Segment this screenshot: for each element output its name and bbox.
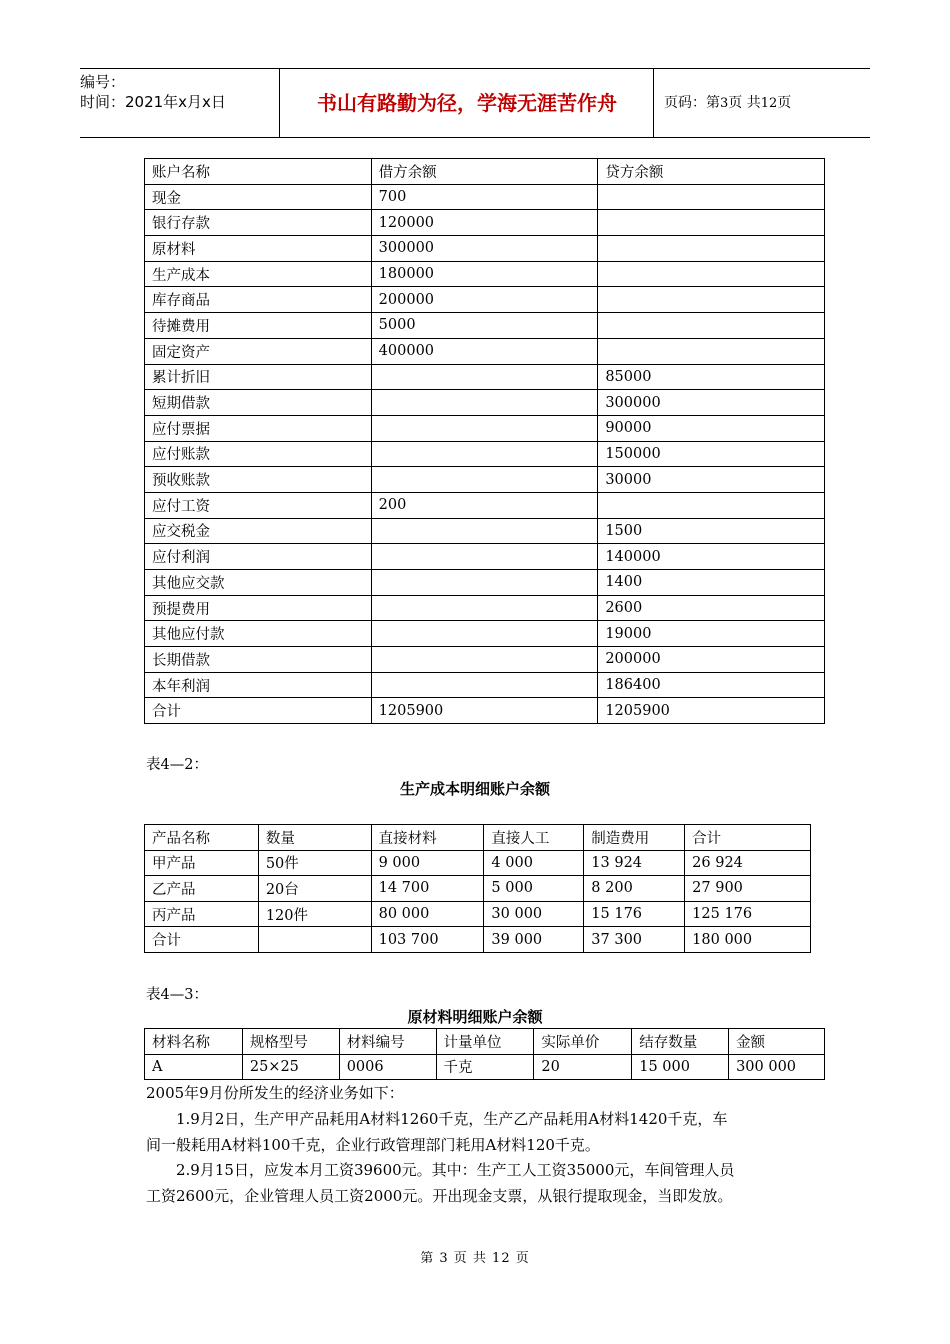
header-meta	[80, 69, 280, 137]
table-cell: 140000	[598, 544, 825, 570]
table-cell: 30000	[598, 467, 825, 493]
intro-text: 2005年9月份所发生的经济业务如下：	[146, 1084, 404, 1102]
table-cell: 20台	[258, 876, 371, 902]
table-cell: 186400	[598, 672, 825, 698]
table-row	[145, 313, 825, 339]
table-cell	[371, 467, 598, 493]
table-cell: 其他应交款	[145, 570, 372, 596]
table-cell	[371, 672, 598, 698]
item2-line1: 2.9月15日，应发本月工资39600元。其中：生产工人工资35000元，车间管理人员	[176, 1161, 735, 1179]
table-cell: 14 700	[371, 876, 484, 902]
table-cell: 应付利润	[145, 544, 372, 570]
table-cell: 300000	[598, 390, 825, 416]
header-cell: 制造费用	[584, 825, 685, 851]
page-prefix: 页码：第	[664, 95, 720, 111]
table-row	[145, 647, 825, 673]
table-row	[145, 544, 825, 570]
table-cell	[371, 595, 598, 621]
table-cell: 27 900	[685, 876, 811, 902]
header-cell: 材料编号	[339, 1029, 436, 1055]
table-cell: 85000	[598, 364, 825, 390]
table-cell: 应付工资	[145, 492, 372, 518]
table-row	[145, 467, 825, 493]
table2-label: 表4—2：	[146, 757, 208, 773]
table-row	[145, 492, 825, 518]
table-cell: 现金	[145, 184, 372, 210]
table-cell: 5000	[371, 313, 598, 339]
table-row	[145, 570, 825, 596]
table-cell: 银行存款	[145, 210, 372, 236]
table-cell	[371, 518, 598, 544]
page-suffix: 页	[777, 95, 792, 111]
table-cell	[371, 390, 598, 416]
table-cell: 其他应付款	[145, 621, 372, 647]
table-cell	[598, 184, 825, 210]
header-cell: 借方余额	[371, 159, 598, 185]
table-cell: 1205900	[371, 698, 598, 724]
table3-title: 原材料明细账户余额	[407, 1008, 543, 1026]
table-cell: 200	[371, 492, 598, 518]
table-cell: 乙产品	[145, 876, 259, 902]
table-cell: 累计折旧	[145, 364, 372, 390]
table-row	[145, 210, 825, 236]
table-cell: 应交税金	[145, 518, 372, 544]
time-label: 时间：2021年x月x日	[80, 93, 226, 111]
table-cell: 400000	[371, 338, 598, 364]
table-row	[145, 441, 825, 467]
table-cell: 150000	[598, 441, 825, 467]
table-cell: 200000	[371, 287, 598, 313]
header-cell: 账户名称	[145, 159, 372, 185]
table-row	[145, 287, 825, 313]
table-cell: 库存商品	[145, 287, 372, 313]
table-cell: 700	[371, 184, 598, 210]
table-cell	[598, 313, 825, 339]
table-cell: 千克	[436, 1054, 534, 1080]
table-cell: 19000	[598, 621, 825, 647]
table-cell: 甲产品	[145, 850, 259, 876]
table-row	[145, 876, 811, 902]
table-cell: 50件	[258, 850, 371, 876]
table-row	[145, 672, 825, 698]
table-cell	[371, 544, 598, 570]
table-cell: 180000	[371, 261, 598, 287]
header-cell: 规格型号	[242, 1029, 339, 1055]
table-cell: 预提费用	[145, 595, 372, 621]
table-cell	[371, 570, 598, 596]
table-cell: 0006	[339, 1054, 436, 1080]
page-total: 12	[760, 96, 778, 111]
table-cell: 20	[534, 1054, 632, 1080]
header-row	[145, 825, 811, 851]
table-cell: 120件	[258, 901, 371, 927]
table-cell	[371, 621, 598, 647]
table-cell	[371, 441, 598, 467]
table-cell: 本年利润	[145, 672, 372, 698]
table-row	[145, 415, 825, 441]
table-row	[145, 390, 825, 416]
table-row	[145, 184, 825, 210]
table-cell: 9 000	[371, 850, 484, 876]
table-cell: 30 000	[484, 901, 584, 927]
header-row	[145, 1029, 825, 1055]
table-cell: 103 700	[371, 927, 484, 953]
header-cell: 合计	[685, 825, 811, 851]
table-row	[145, 595, 825, 621]
table-cell: 300000	[371, 236, 598, 262]
table-row	[145, 927, 811, 953]
table-cell: 180 000	[685, 927, 811, 953]
page-footer: 第 3 页 共 12 页	[420, 1251, 530, 1266]
table-row	[145, 236, 825, 262]
table-row	[145, 621, 825, 647]
table-cell	[598, 287, 825, 313]
page-header	[80, 68, 870, 138]
table-cell: 4 000	[484, 850, 584, 876]
page-mid: 页 共	[728, 95, 761, 111]
table-row	[145, 338, 825, 364]
table-cell	[371, 364, 598, 390]
table-cell: 26 924	[685, 850, 811, 876]
table-cell	[598, 338, 825, 364]
table-row	[145, 261, 825, 287]
table-cell: 1205900	[598, 698, 825, 724]
table3-label: 表4—3：	[146, 987, 208, 1003]
table-cell: 300 000	[729, 1054, 825, 1080]
raw-material-table	[144, 1028, 825, 1080]
item2-line2: 工资2600元，企业管理人员工资2000元。开出现金支票，从银行提取现金，当即发放。	[146, 1187, 733, 1205]
number-label: 编号：	[80, 73, 126, 91]
table-cell: 2600	[598, 595, 825, 621]
table-cell: 1500	[598, 518, 825, 544]
table-cell: 待摊费用	[145, 313, 372, 339]
table-cell	[598, 236, 825, 262]
table-cell: 合计	[145, 698, 372, 724]
table-cell: 合计	[145, 927, 259, 953]
table-cell: 长期借款	[145, 647, 372, 673]
page-current: 3	[720, 96, 729, 111]
header-cell: 产品名称	[145, 825, 259, 851]
table-row	[145, 850, 811, 876]
table-cell: 13 924	[584, 850, 685, 876]
table-cell: 15 176	[584, 901, 685, 927]
header-row	[145, 159, 825, 185]
table-cell: 8 200	[584, 876, 685, 902]
table-cell: 39 000	[484, 927, 584, 953]
table-row	[145, 901, 811, 927]
table-cell: 120000	[371, 210, 598, 236]
table-cell: 90000	[598, 415, 825, 441]
table-cell	[598, 492, 825, 518]
table-cell: 37 300	[584, 927, 685, 953]
table-cell	[598, 261, 825, 287]
table-row	[145, 518, 825, 544]
table-cell	[598, 210, 825, 236]
table2-title: 生产成本明细账户余额	[399, 780, 550, 798]
header-page-number	[664, 69, 791, 137]
table-cell: 固定资产	[145, 338, 372, 364]
header-cell: 数量	[258, 825, 371, 851]
table-cell: 25×25	[242, 1054, 339, 1080]
header-cell: 实际单价	[534, 1029, 632, 1055]
table-cell: 15 000	[632, 1054, 729, 1080]
table-row	[145, 698, 825, 724]
header-cell: 计量单位	[436, 1029, 534, 1055]
table-cell: 丙产品	[145, 901, 259, 927]
header-cell: 材料名称	[145, 1029, 243, 1055]
header-cell: 直接人工	[484, 825, 584, 851]
item1-line1: 1.9月2日，生产甲产品耗用A材料1260千克，生产乙产品耗用A材料1420千克，车	[176, 1110, 728, 1128]
table-cell: 应付票据	[145, 415, 372, 441]
table-cell: 预收账款	[145, 467, 372, 493]
table-cell: 应付账款	[145, 441, 372, 467]
item1-line2: 间一般耗用A材料100千克，企业行政管理部门耗用A材料120千克。	[146, 1136, 600, 1154]
table-row	[145, 364, 825, 390]
table-cell: 5 000	[484, 876, 584, 902]
table-cell	[371, 415, 598, 441]
account-balance-table	[144, 158, 825, 724]
table-cell: 1400	[598, 570, 825, 596]
header-cell: 金额	[729, 1029, 825, 1055]
header-cell: 直接材料	[371, 825, 484, 851]
table-cell	[258, 927, 371, 953]
table-row	[145, 1054, 825, 1080]
table-cell: 原材料	[145, 236, 372, 262]
production-cost-table	[144, 824, 811, 953]
table-cell: 125 176	[685, 901, 811, 927]
table-cell: 200000	[598, 647, 825, 673]
header-motto: 书山有路勤为径，学海无涯苦作舟	[281, 69, 654, 137]
table-cell	[371, 647, 598, 673]
table-cell: 80 000	[371, 901, 484, 927]
table-cell: 生产成本	[145, 261, 372, 287]
table-cell: 短期借款	[145, 390, 372, 416]
header-cell: 结存数量	[632, 1029, 729, 1055]
table-cell: A	[145, 1054, 243, 1080]
header-cell: 贷方余额	[598, 159, 825, 185]
